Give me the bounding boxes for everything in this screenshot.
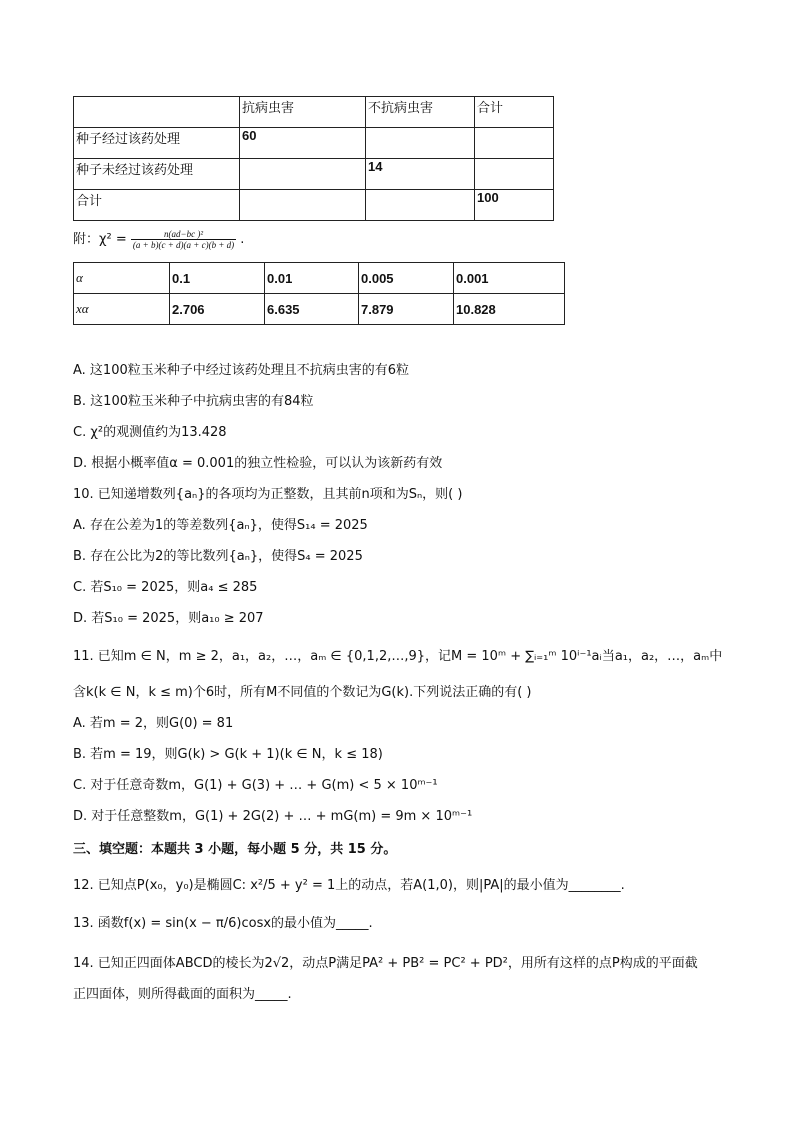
table-cell: α <box>74 263 170 294</box>
formula-denominator: (a + b)(c + d)(a + c)(b + d) <box>132 240 235 250</box>
formula-prefix: 附：χ² = <box>73 232 127 247</box>
option-a-q11: A. 若m = 2，则G(0) = 81 <box>73 716 234 731</box>
table-cell <box>366 190 475 221</box>
question-11-line2: 含k(k ∈ N，k ≤ m)个6时，所有M不同值的个数记为G(k).下列说法正确的有( ) <box>73 685 532 700</box>
table-cell: 6.635 <box>265 294 359 325</box>
option-b-q9: B. 这100粒玉米种子中抗病虫害的有84粒 <box>73 394 314 409</box>
table-cell <box>240 190 366 221</box>
formula-suffix: . <box>240 232 245 247</box>
contingency-table <box>73 96 554 221</box>
option-b-q10: B. 存在公比为2的等比数列{aₙ}，使得S₄ = 2025 <box>73 549 363 564</box>
section-heading-fill-in: 三、填空题：本题共 3 小题，每小题 5 分，共 15 分。 <box>73 842 397 857</box>
option-b-q11: B. 若m = 19，则G(k) > G(k + 1)(k ∈ N，k ≤ 18) <box>73 747 383 762</box>
table-row <box>74 263 565 294</box>
formula-fraction <box>131 229 236 250</box>
table-cell: 不抗病虫害 <box>366 97 475 128</box>
question-10: 10. 已知递增数列{aₙ}的各项均为正整数，且其前n项和为Sₙ，则( ) <box>73 487 463 502</box>
table-cell: 14 <box>366 159 475 190</box>
table-cell: 0.005 <box>359 263 454 294</box>
table-row <box>74 128 554 159</box>
table-cell: 种子未经过该药处理 <box>74 159 240 190</box>
table-cell <box>74 97 240 128</box>
option-a-q9: A. 这100粒玉米种子中经过该药处理且不抗病虫害的有6粒 <box>73 363 410 378</box>
table-cell: 7.879 <box>359 294 454 325</box>
question-14-line2: 正四面体，则所得截面的面积为_____. <box>73 987 292 1002</box>
table-cell <box>366 128 475 159</box>
option-d-q10: D. 若S₁₀ = 2025，则a₁₀ ≥ 207 <box>73 611 264 626</box>
table-row <box>74 190 554 221</box>
question-12: 12. 已知点P(x₀，y₀)是椭圆C: x²/5 + y² = 1上的动点，若A(1,0)，则|PA|的最小值为________. <box>73 878 625 893</box>
question-14-line1: 14. 已知正四面体ABCD的棱长为2√2，动点P满足PA² + PB² = PC² + PD²，用所有这样的点P构成的平面截 <box>73 956 698 971</box>
table-cell <box>475 159 554 190</box>
table-cell: 0.1 <box>170 263 265 294</box>
table-cell: 60 <box>240 128 366 159</box>
option-d-q9: D. 根据小概率值α = 0.001的独立性检验，可以认为该新药有效 <box>73 456 443 471</box>
table-row <box>74 159 554 190</box>
table-cell: xα <box>74 294 170 325</box>
table-cell: 合计 <box>74 190 240 221</box>
option-c-q10: C. 若S₁₀ = 2025，则a₄ ≤ 285 <box>73 580 258 595</box>
table-cell: 0.01 <box>265 263 359 294</box>
table-cell: 2.706 <box>170 294 265 325</box>
table-cell: 10.828 <box>454 294 565 325</box>
table-cell: 抗病虫害 <box>240 97 366 128</box>
table-cell: 种子经过该药处理 <box>74 128 240 159</box>
table-cell: 合计 <box>475 97 554 128</box>
table-cell: 0.001 <box>454 263 565 294</box>
option-c-q11: C. 对于任意奇数m，G(1) + G(3) + … + G(m) < 5 × 10ᵐ⁻¹ <box>73 778 438 793</box>
option-c-q9: C. χ²的观测值约为13.428 <box>73 425 227 440</box>
table-cell <box>475 128 554 159</box>
table-header-row <box>74 97 554 128</box>
table-cell <box>240 159 366 190</box>
critical-value-table <box>73 262 565 325</box>
table-row <box>74 294 565 325</box>
option-d-q11: D. 对于任意整数m，G(1) + 2G(2) + … + mG(m) = 9m × 10ᵐ⁻¹ <box>73 809 473 824</box>
chi-square-formula <box>73 228 244 250</box>
option-a-q10: A. 存在公差为1的等差数列{aₙ}，使得S₁₄ = 2025 <box>73 518 368 533</box>
table-cell: 100 <box>475 190 554 221</box>
question-13: 13. 函数f(x) = sin(x − π/6)cosx的最小值为_____. <box>73 916 373 931</box>
question-11-line1: 11. 已知m ∈ N，m ≥ 2，a₁，a₂，…，aₘ ∈ {0,1,2,…,9}，记M = 10ᵐ + ∑ᵢ₌₁ᵐ 10ⁱ⁻¹aᵢ当a₁，a₂，…，aₘ中 <box>73 649 723 664</box>
formula-numerator: n(ad−bc )² <box>131 229 236 240</box>
